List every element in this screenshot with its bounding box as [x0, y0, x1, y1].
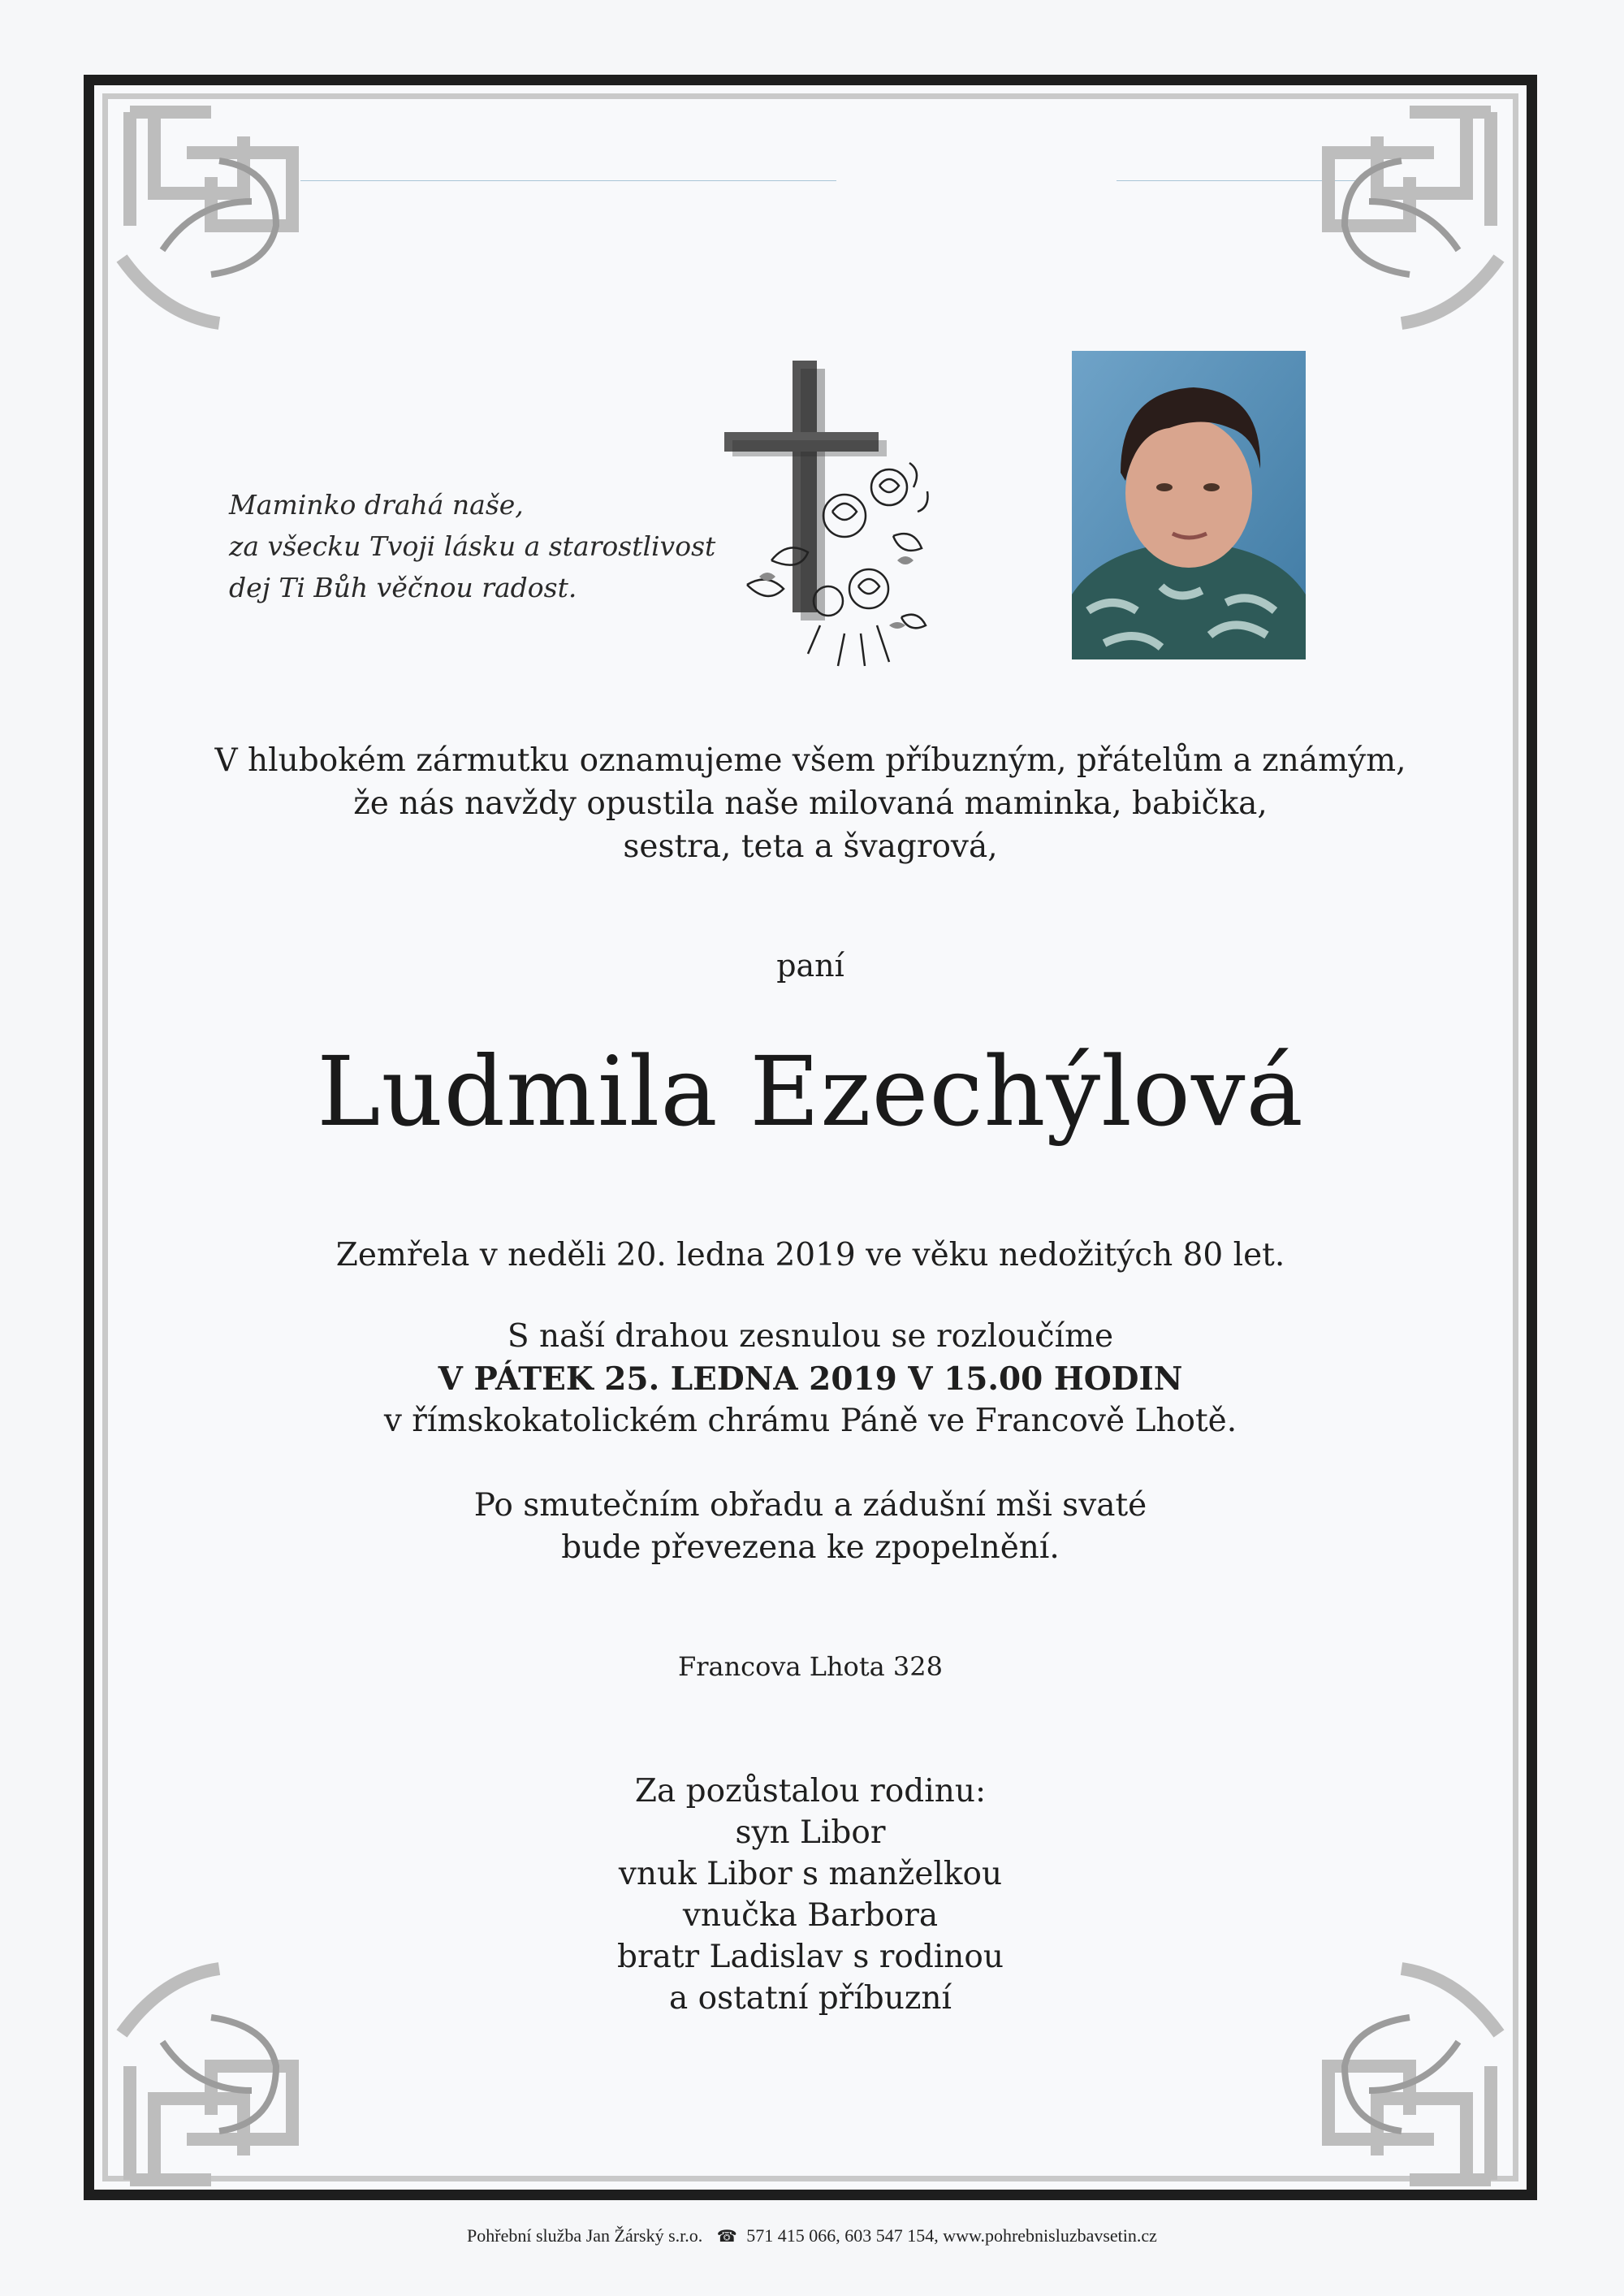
- death-notice: Zemřela v neděli 20. ledna 2019 ve věku nedožitých 80 let.: [335, 1237, 1285, 1273]
- footer-website[interactable]: www.pohrebnisluzbavsetin.cz: [943, 2225, 1157, 2246]
- footer-company: Pohřební služba Jan Žárský s.r.o.: [467, 2225, 703, 2246]
- deceased-name: Ludmila Ezechýlová: [317, 1036, 1304, 1148]
- portrait-photo: [1072, 351, 1306, 659]
- announcement-text: [102, 739, 1518, 868]
- family-member: vnučka Barbora: [682, 1897, 939, 1934]
- family-member: a ostatní příbuzní: [668, 1980, 952, 2017]
- family-list: [102, 1771, 1518, 2019]
- family-member: bratr Ladislav s rodinou: [616, 1939, 1004, 1975]
- family-heading: Za pozůstalou rodinu:: [634, 1773, 987, 1810]
- address: Francova Lhota 328: [677, 1651, 943, 1682]
- salutation: paní: [776, 948, 844, 984]
- top-decorative-line-left: [300, 180, 836, 181]
- memorial-verse-line: Maminko drahá naše,: [229, 489, 524, 521]
- footer: [0, 2225, 1624, 2246]
- memorial-verse-line: za všecku Tvoji lásku a starostlivost: [229, 530, 716, 562]
- announcement-line: sestra, teta a švagrová,: [623, 828, 998, 865]
- cross-with-roses-icon: [723, 357, 934, 674]
- farewell-details: [102, 1316, 1518, 1442]
- after-ceremony-note: [102, 1485, 1518, 1569]
- corner-ornament-top-right: [1263, 104, 1507, 348]
- telephone-icon: ☎: [716, 2226, 737, 2246]
- footer-phones: 571 415 066, 603 547 154,: [746, 2225, 939, 2246]
- memorial-verse: [229, 484, 716, 608]
- farewell-intro: S naší drahou zesnulou se rozloučíme: [507, 1318, 1114, 1355]
- farewell-place: v římskokatolickém chrámu Páně ve Francově Lhotě.: [383, 1403, 1237, 1439]
- corner-ornament-top-left: [114, 104, 357, 348]
- announcement-line: že nás navždy opustila naše milovaná maminka, babička,: [353, 785, 1268, 822]
- family-member: syn Libor: [735, 1814, 886, 1851]
- after-ceremony-line: bude převezena ke zpopelnění.: [561, 1529, 1060, 1566]
- memorial-verse-line: dej Ti Bůh věčnou radost.: [229, 572, 577, 603]
- family-member: vnuk Libor s manželkou: [618, 1856, 1003, 1892]
- after-ceremony-line: Po smutečním obřadu a zádušní mši svaté: [473, 1487, 1147, 1524]
- announcement-line: V hlubokém zármutku oznamujeme všem příbuzným, přátelům a známým,: [214, 742, 1406, 779]
- farewell-date-time: V PÁTEK 25. LEDNA 2019 V 15.00 HODIN: [438, 1360, 1183, 1398]
